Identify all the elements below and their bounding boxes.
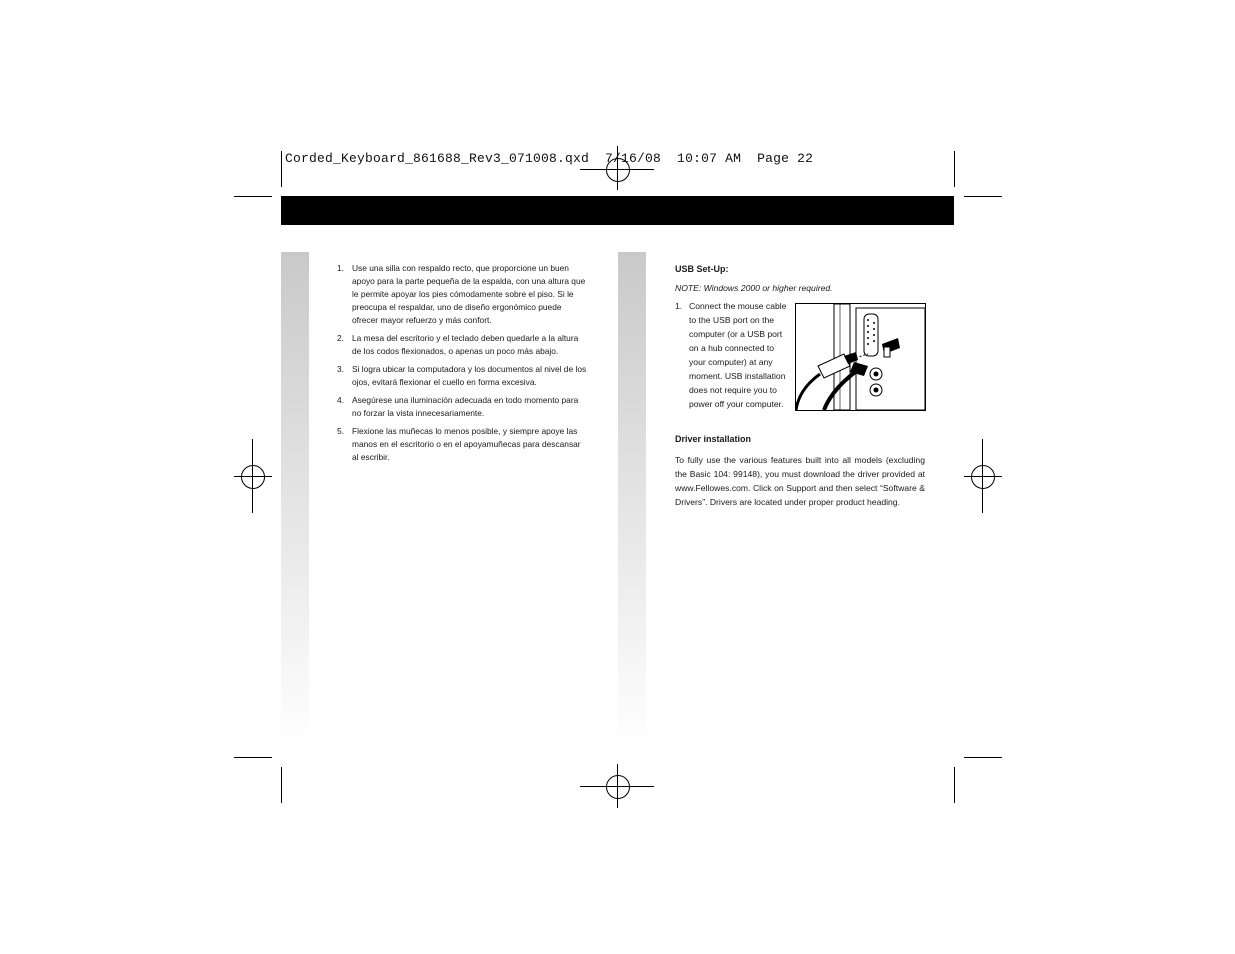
- registration-target-bottom: [606, 775, 630, 799]
- list-item-text: Flexione las muñecas lo menos posible, y siempre apoye las manos en el escritorio o en el apoyamuñecas para descansar al escribir.: [352, 426, 581, 462]
- crop-mark: [954, 151, 955, 187]
- list-item-number: 1.: [337, 263, 344, 273]
- usb-setup-section: [675, 262, 925, 295]
- list-item-number: 3.: [337, 364, 344, 374]
- step-number: 1.: [675, 301, 683, 311]
- crop-mark: [954, 767, 955, 803]
- list-item-text: Use una silla con respaldo recto, que proporcione un buen apoyo para la parte pequeña de la espalda, con una altura que le permite apoyar los pies cómodamente sobre el piso. Si le preocupa el respaldar, uno de diseño ergonómico puede ofrecer mayor refuerzo y más confort.: [352, 263, 586, 325]
- header-bar: [281, 196, 954, 225]
- list-item: [337, 262, 589, 327]
- registration-line: [964, 476, 1002, 477]
- crop-mark: [964, 196, 1002, 197]
- usb-step-1: [675, 299, 787, 411]
- crop-mark: [234, 196, 272, 197]
- driver-installation-text: To fully use the various features built into all models (excluding the Basic 104: 99148), you must download the driver provided at www.Fellowes.com. Click on Support and then select “Software & Drivers”. Drivers are located under proper product heading.: [675, 455, 925, 507]
- crop-mark: [964, 757, 1002, 758]
- registration-target-right: [971, 465, 995, 489]
- crop-mark: [234, 757, 272, 758]
- list-item-number: 4.: [337, 395, 344, 405]
- list-item: [337, 425, 589, 464]
- left-page-side-strip: [281, 252, 309, 748]
- list-item-text: Asegúrese una iluminación adecuada en todo momento para no forzar la vista innecesariamente.: [352, 395, 579, 418]
- list-item: [337, 363, 589, 389]
- registration-line: [580, 786, 654, 787]
- list-item-number: 5.: [337, 426, 344, 436]
- usb-port-connection-illustration-icon: [795, 303, 926, 411]
- list-item-text: Si logra ubicar la computadora y los documentos al nivel de los ojos, evitará flexionar el cuello en forma excesiva.: [352, 364, 587, 387]
- windows-requirement-note: NOTE: Windows 2000 or higher required.: [675, 283, 833, 293]
- crop-mark: [281, 151, 282, 187]
- ergonomic-tips-list: [337, 262, 589, 469]
- list-item: [337, 394, 589, 420]
- list-item: [337, 332, 589, 358]
- list-item-number: 2.: [337, 333, 344, 343]
- slug-line: Corded_Keyboard_861688_Rev3_071008.qxd 7/16/08 10:07 AM Page 22: [285, 151, 814, 166]
- right-page-side-strip: [618, 252, 646, 748]
- registration-target-left: [241, 465, 265, 489]
- list-item-text: La mesa del escritorio y el teclado deben quedarle a la altura de los codos flexionados, o apenas un poco más abajo.: [352, 333, 579, 356]
- crop-mark: [281, 767, 282, 803]
- step-text: Connect the mouse cable to the USB port on the computer (or a USB port on a hub connected to your computer) at any moment. USB installation does not require you to power off your computer.: [689, 301, 787, 409]
- registration-line: [234, 476, 272, 477]
- driver-installation-heading: Driver installation: [675, 434, 752, 444]
- registration-line: [580, 169, 654, 170]
- usb-setup-heading: USB Set-Up:: [675, 264, 729, 274]
